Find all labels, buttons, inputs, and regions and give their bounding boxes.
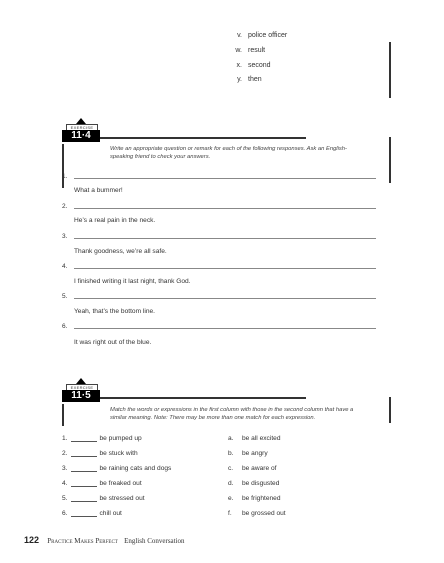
item-number: 6. xyxy=(62,323,68,330)
match-right-item: b. be angry xyxy=(228,450,268,457)
match-right-item: e. be frightened xyxy=(228,495,281,502)
response-text: He’s a real pain in the neck. xyxy=(74,217,156,224)
list-item: v. police officer xyxy=(237,32,288,39)
answer-blank[interactable] xyxy=(71,435,97,442)
box-border xyxy=(62,144,64,188)
response-text: Yeah, that’s the bottom line. xyxy=(74,308,156,315)
answer-line[interactable] xyxy=(74,178,376,179)
response-text: What a bummer! xyxy=(74,187,123,194)
match-left-item: 2. be stuck with xyxy=(62,450,138,457)
page-number: 122 xyxy=(24,535,40,545)
match-left-item: 3. be raining cats and dogs xyxy=(62,465,172,472)
answer-blank[interactable] xyxy=(71,495,97,502)
box-border xyxy=(389,397,391,423)
item-number: 2. xyxy=(62,203,68,210)
answer-blank[interactable] xyxy=(71,450,97,457)
list-item: w. result xyxy=(235,47,266,54)
page-footer xyxy=(24,535,185,545)
box-border xyxy=(389,137,391,183)
book-subtitle: English Conversation xyxy=(124,537,185,545)
book-title: Practice Makes Perfect xyxy=(47,537,118,545)
exercise-instructions: Write an appropriate question or remark for each of the following responses. Ask an English-speaking friend to check your answers. xyxy=(110,146,347,160)
match-right-item: a. be all excited xyxy=(228,435,281,442)
response-text: I finished writing it last night, thank God. xyxy=(74,278,191,285)
answer-line[interactable] xyxy=(74,268,376,269)
answer-blank[interactable] xyxy=(71,465,97,472)
answer-blank[interactable] xyxy=(71,510,97,517)
match-right-item: d. be disgusted xyxy=(228,480,280,487)
match-left-item: 5. be stressed out xyxy=(62,495,145,502)
item-number: 4. xyxy=(62,263,68,270)
box-border xyxy=(389,42,391,98)
match-left-item: 6. chill out xyxy=(62,510,122,517)
answer-line[interactable] xyxy=(74,298,376,299)
list-item: y. then xyxy=(237,76,262,83)
box-border xyxy=(62,404,64,426)
item-number: 3. xyxy=(62,233,68,240)
response-text: It was right out of the blue. xyxy=(74,339,152,346)
list-item: x. second xyxy=(236,62,271,69)
match-left-item: 1. be pumped up xyxy=(62,435,142,442)
match-right-item: f. be grossed out xyxy=(228,510,286,517)
answer-line[interactable] xyxy=(74,208,376,209)
answer-line[interactable] xyxy=(74,328,376,329)
match-right-item: c. be aware of xyxy=(228,465,277,472)
answer-line[interactable] xyxy=(74,238,376,239)
answer-blank[interactable] xyxy=(71,480,97,487)
response-text: Thank goodness, we’re all safe. xyxy=(74,248,167,255)
exercise-instructions: Match the words or expressions in the first column with those in the second column that have a similar meaning. Note: There may be more than one match for each expression. xyxy=(110,407,354,421)
item-number: 1. xyxy=(62,173,68,180)
item-number: 5. xyxy=(62,293,68,300)
match-left-item: 4. be freaked out xyxy=(62,480,142,487)
